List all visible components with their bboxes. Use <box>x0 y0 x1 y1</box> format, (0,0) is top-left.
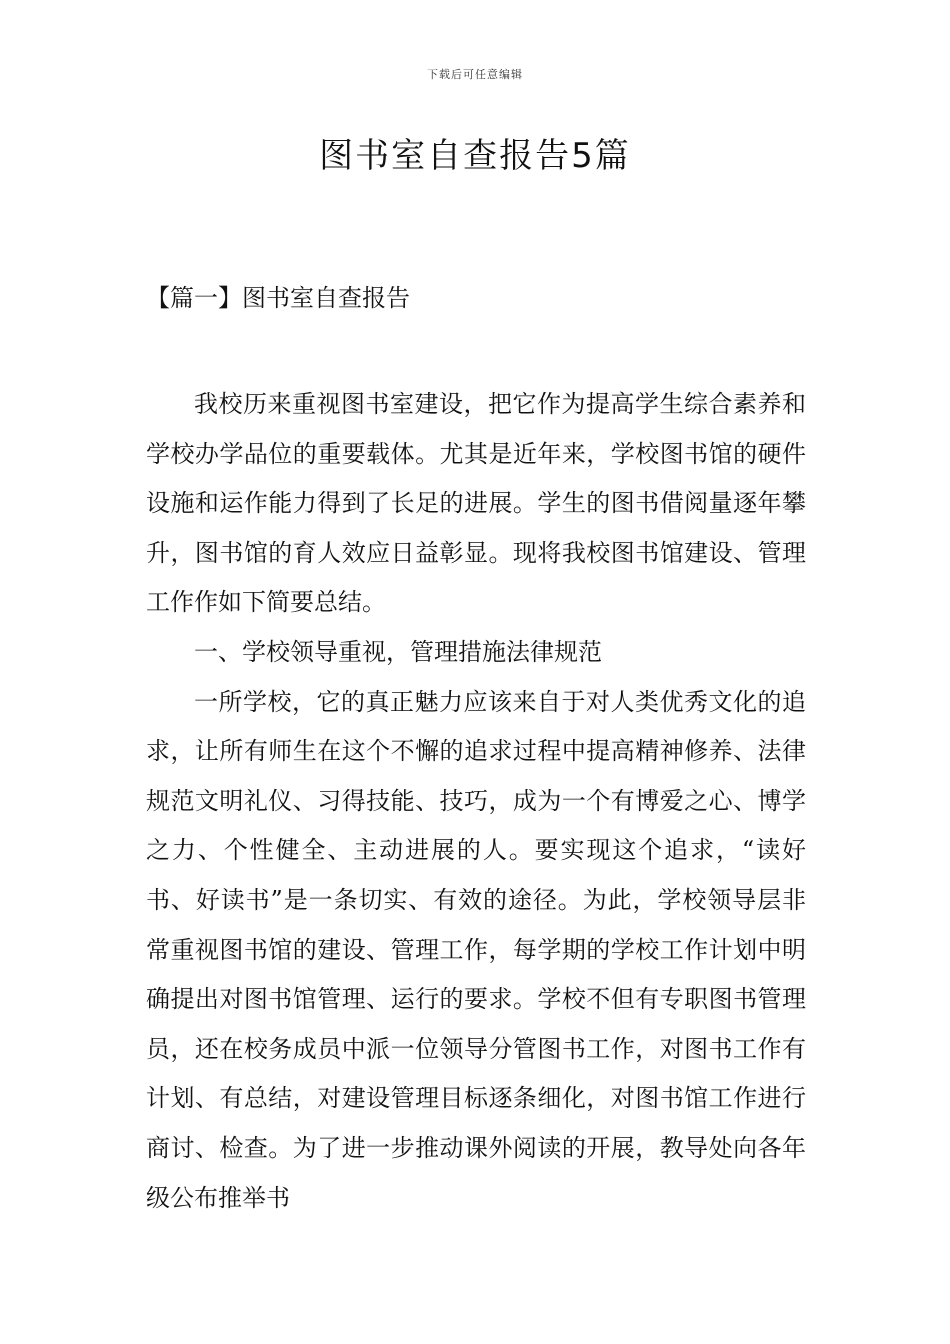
document-body <box>146 380 806 1223</box>
paragraph: 一所学校，它的真正魅力应该来自于对人类优秀文化的追求，让所有师生在这个不懈的追求过程中提高精神修养、法律规范文明礼仪、习得技能、技巧，成为一个有博爱之心、博学之力、个性健全、主动进展的人。要实现这个追求，“读好书、好读书”是一条切实、有效的途径。为此，学校领导层非常重视图书馆的建设、管理工作，每学期的学校工作计划中明确提出对图书馆管理、运行的要求。学校不但有专职图书管理员，还在校务成员中派一位领导分管图书工作，对图书工作有计划、有总结，对建设管理目标逐条细化，对图书馆工作进行商讨、检查。为了进一步推动课外阅读的开展，教导处向各年级公布推举书 <box>146 687 806 1212</box>
section-title: 【篇一】图书室自查报告 <box>146 284 410 312</box>
document-title: 图书室自查报告5篇 <box>319 136 631 176</box>
paragraph-heading: 一、学校领导重视，管理措施法律规范 <box>194 637 602 666</box>
header-note: 下载后可任意编辑 <box>427 68 523 81</box>
paragraph: 我校历来重视图书室建设，把它作为提高学生综合素养和学校办学品位的重要载体。尤其是近年来，学校图书馆的硬件设施和运作能力得到了长足的进展。学生的图书借阅量逐年攀升，图书馆的育人效应日益彰显。现将我校图书馆建设、管理工作作如下简要总结。 <box>146 390 806 617</box>
